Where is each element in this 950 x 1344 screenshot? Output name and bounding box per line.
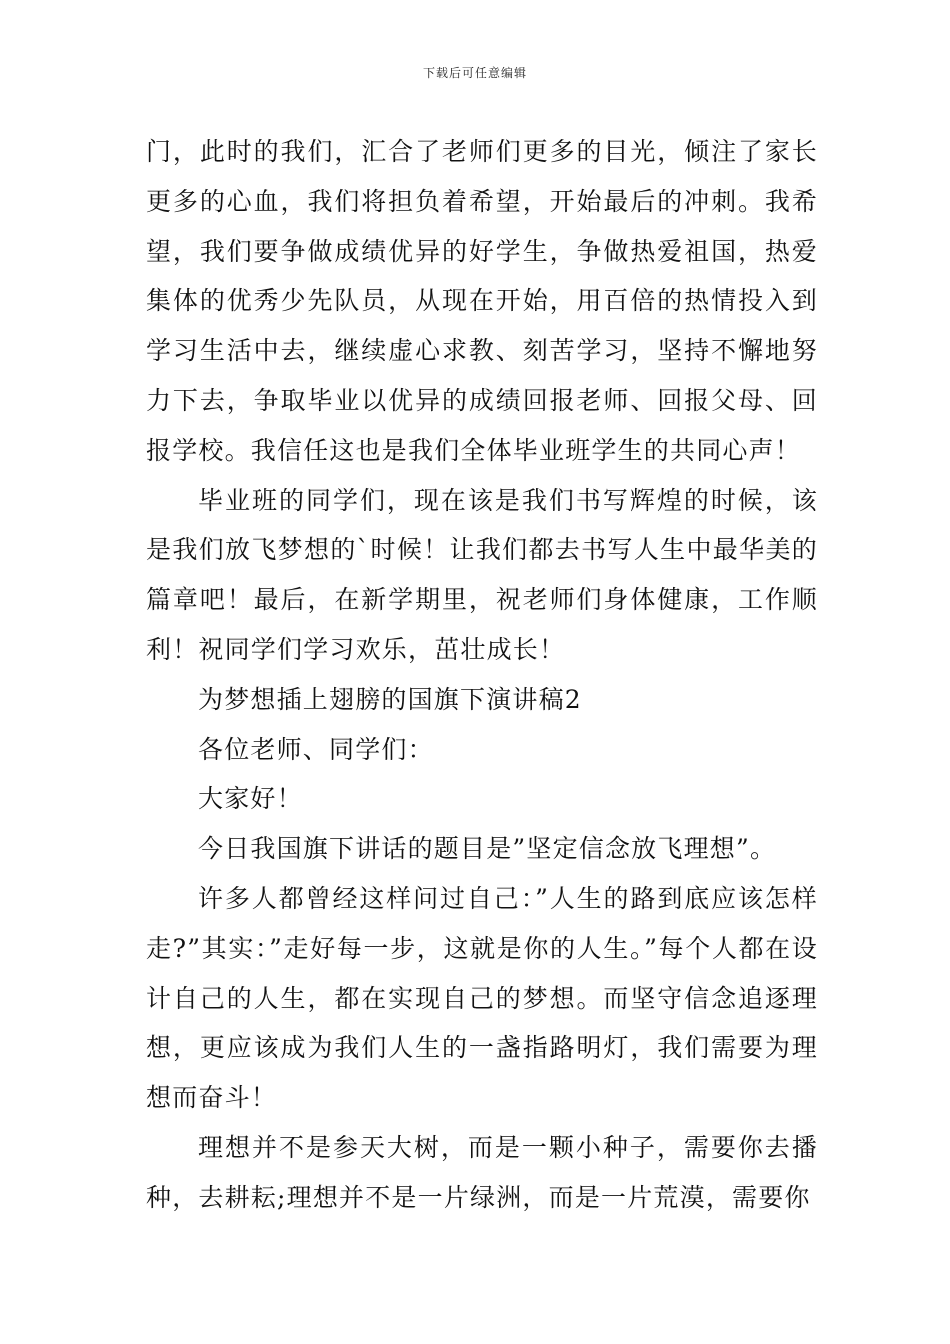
greeting: 大家好！ xyxy=(198,784,303,814)
paragraph-1: 门，此时的我们，汇合了老师们更多的目光，倾注了家长更多的心血，我们将担负着希望，开始最后的冲刺。我希望，我们要争做成绩优异的好学生，争做热爱祖国，热爱集体的优秀少先队员，从现在开始，用百倍的热情投入到学习生活中去，继续虚心求教、刻苦学习，坚持不懈地努力下去，争取毕业以优异的成绩回报老师、回报父母、回报学校。我信任这也是我们全体毕业班学生的共同心声！ xyxy=(146,137,818,465)
speech-title: 为梦想插上翅膀的国旗下演讲稿2 xyxy=(198,684,582,714)
document-body xyxy=(146,127,818,1223)
paragraph-2: 毕业班的同学们，现在该是我们书写辉煌的时候，该是我们放飞梦想的`时候！让我们都去书写人生中最华美的篇章吧！最后，在新学期里，祝老师们身体健康，工作顺利！祝同学们学习欢乐，茁壮成长！ xyxy=(146,485,818,664)
paragraph-7: 许多人都曾经这样问过自己：”人生的路到底应该怎样走?”其实：”走好每一步，这就是你的人生。”每个人都在设计自己的人生，都在实现自己的梦想。而坚守信念追逐理想，更应该成为我们人生的一盏指路明灯，我们需要为理想而奋斗！ xyxy=(146,883,818,1113)
page-header-note: 下载后可任意编辑 xyxy=(422,66,527,80)
salutation: 各位老师、同学们： xyxy=(198,734,434,764)
paragraph-8: 理想并不是参天大树，而是一颗小种子，需要你去播种，去耕耘;理想并不是一片绿洲，而是一片荒漠，需要你 xyxy=(146,1132,818,1212)
topic-line: 今日我国旗下讲话的题目是”坚定信念放飞理想”。 xyxy=(198,834,777,864)
